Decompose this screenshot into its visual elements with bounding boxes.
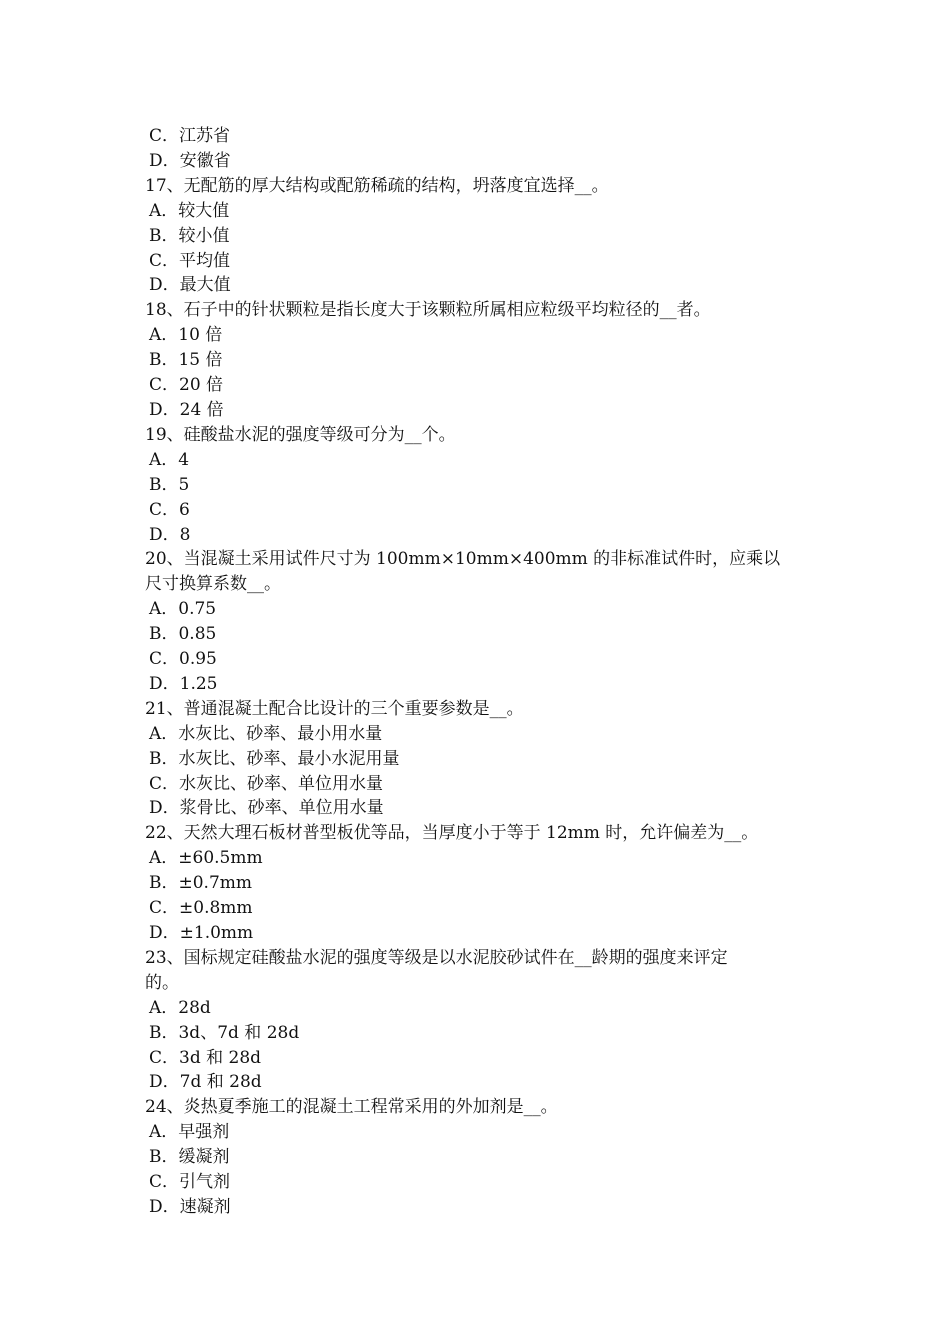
answer-option: D．浆骨比、砂率、单位用水量 <box>149 798 384 819</box>
answer-option: B．缓凝剂 <box>149 1147 230 1168</box>
answer-option: D．1.25 <box>149 673 218 694</box>
answer-option: C．江苏省 <box>149 126 231 146</box>
question-text: 24、炎热夏季施工的混凝土工程常采用的外加剂是__。 <box>145 1097 558 1118</box>
answer-option: C．6 <box>149 499 190 520</box>
answer-option: D．24 倍 <box>149 399 224 420</box>
answer-option: C．20 倍 <box>149 375 224 396</box>
answer-option: D．速凝剂 <box>149 1196 231 1217</box>
answer-option: C．±0.8mm <box>149 898 253 919</box>
answer-option: B．水灰比、砂率、最小水泥用量 <box>149 748 400 769</box>
question-text: 22、天然大理石板材普型板优等品，当厚度小于等于 12mm 时，允许偏差为__。 <box>145 823 759 844</box>
answer-option: A．较大值 <box>149 200 230 221</box>
answer-option: A．28d <box>149 997 211 1018</box>
question-text: 20、当混凝土采用试件尺寸为 100mm×10mm×400mm 的非标准试件时，应乘以 <box>145 549 781 570</box>
answer-option: D．±1.0mm <box>149 923 254 943</box>
answer-option: B．0.85 <box>149 624 217 645</box>
answer-option: A．0.75 <box>149 599 217 620</box>
answer-option: C．引气剂 <box>149 1172 231 1193</box>
answer-option: A．早强剂 <box>149 1122 230 1143</box>
answer-option: A．10 倍 <box>149 325 223 346</box>
answer-option: A．水灰比、砂率、最小用水量 <box>149 723 383 744</box>
question-text: 的。 <box>145 972 179 993</box>
answer-option: D．7d 和 28d <box>149 1072 262 1093</box>
document-page <box>145 124 810 1220</box>
answer-option: C．平均值 <box>149 250 231 271</box>
question-text: 19、硅酸盐水泥的强度等级可分为__个。 <box>145 424 456 445</box>
answer-option: C．0.95 <box>149 649 217 670</box>
answer-option: D．安徽省 <box>149 150 231 171</box>
answer-option: A．±60.5mm <box>149 848 263 869</box>
answer-option: C．水灰比、砂率、单位用水量 <box>149 773 384 794</box>
question-text: 21、普通混凝土配合比设计的三个重要参数是__。 <box>145 698 524 719</box>
answer-option: B．3d、7d 和 28d <box>149 1022 300 1043</box>
question-text: 23、国标规定硅酸盐水泥的强度等级是以水泥胶砂试件在__龄期的强度来评定 <box>145 947 728 968</box>
answer-option: D．8 <box>149 524 191 545</box>
question-text: 18、石子中的针状颗粒是指长度大于该颗粒所属相应粒级平均粒径的__者。 <box>145 300 711 321</box>
answer-option: B．5 <box>149 474 190 495</box>
answer-option: B．15 倍 <box>149 350 223 371</box>
question-text: 尺寸换算系数__。 <box>145 574 281 595</box>
answer-option: D．最大值 <box>149 275 231 296</box>
answer-option: A．4 <box>149 449 190 470</box>
answer-option: B．±0.7mm <box>149 873 253 894</box>
answer-option: B．较小值 <box>149 225 230 246</box>
question-text: 17、无配筋的厚大结构或配筋稀疏的结构，坍落度宜选择__。 <box>145 175 609 196</box>
answer-option: C．3d 和 28d <box>149 1047 262 1068</box>
